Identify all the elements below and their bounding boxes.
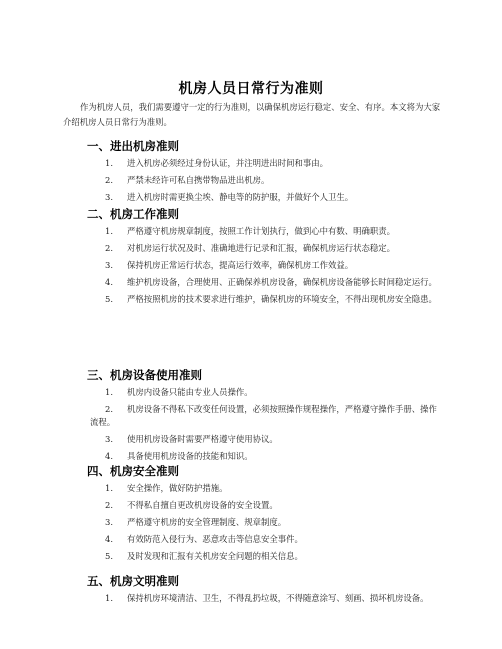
list-item — [90, 386, 438, 399]
list-item — [90, 157, 438, 170]
item-text: 进入机房必须经过身份认证，并注明进出时间和事由。 — [127, 158, 328, 168]
item-text: 机房内设备只能由专业人员操作。 — [127, 387, 253, 397]
item-number: 1. — [105, 593, 113, 603]
item-text: 严格遵守机房的安全管理制度、规章制度。 — [127, 517, 287, 527]
section-heading: 一、进出机房准则 — [87, 139, 179, 153]
item-text: 严格按照机房的技术要求进行维护，确保机房的环境安全，不得出现机房安全隐患。 — [127, 294, 437, 304]
list-item — [90, 276, 438, 289]
section-heading: 二、机房工作准则 — [87, 207, 179, 221]
list-item — [90, 174, 438, 187]
item-text: 保持机房正常运行状态，提高运行效率，确保机房工作效益。 — [127, 260, 354, 270]
section-heading: 三、机房设备使用准则 — [87, 368, 202, 382]
list-item — [90, 499, 438, 512]
item-text: 使用机房设备时需要严格遵守使用协议。 — [127, 434, 278, 444]
item-text: 对机房运行状况及时、准确地进行记录和汇报，确保机房运行状态稳定。 — [127, 243, 395, 253]
item-text: 保持机房环境清洁、卫生，不得乱扔垃圾，不得随意涂写、刻画、损坏机房设备。 — [127, 593, 429, 603]
item-text: 严格遵守机房规章制度，按照工作计划执行，做到心中有数、明确职责。 — [127, 226, 395, 236]
list-item — [90, 225, 438, 238]
item-number: 2. — [105, 500, 113, 510]
item-text: 机房设备不得私下改变任何设置，必须按照操作规程操作，严格遵守操作手册、操作流程。 — [90, 404, 437, 427]
item-number: 2. — [105, 243, 113, 253]
item-number: 4. — [105, 534, 113, 544]
item-number: 4. — [105, 277, 113, 287]
list-item — [90, 592, 438, 605]
item-number: 3. — [105, 434, 113, 444]
section-heading: 四、机房安全准则 — [87, 464, 179, 478]
section-work — [87, 207, 438, 310]
item-number: 4. — [105, 451, 113, 461]
item-number: 1. — [105, 483, 113, 493]
item-text: 有效防范入侵行为、恶意攻击等信息安全事件。 — [127, 534, 303, 544]
list-item — [90, 516, 438, 529]
item-text: 严禁未经许可私自携带物品进出机房。 — [127, 175, 270, 185]
item-number: 5. — [105, 551, 113, 561]
item-text: 具备使用机房设备的技能和知识。 — [127, 451, 253, 461]
list-item — [90, 191, 438, 204]
item-number: 1. — [105, 387, 113, 397]
list-item — [90, 403, 438, 429]
item-number: 5. — [105, 294, 113, 304]
item-text: 进入机房时需更换尘埃、静电等的防护服，并做好个人卫生。 — [127, 192, 354, 202]
item-number: 2. — [105, 404, 113, 414]
item-text: 维护机房设备，合理使用、正确保养机房设备，确保机房设备能够长时间稳定运行。 — [127, 277, 437, 287]
item-number: 3. — [105, 517, 113, 527]
intro-paragraph: 作为机房人员，我们需要遵守一定的行为准则，以确保机房运行稳定、安全、有序。本文将为大家介绍机房人员日常行为准则。 — [63, 102, 441, 127]
list-item — [90, 450, 438, 463]
section-heading: 五、机房文明准则 — [87, 574, 179, 588]
list-item — [90, 533, 438, 546]
item-number: 3. — [105, 260, 113, 270]
item-number: 3. — [105, 192, 113, 202]
section-civility — [87, 574, 438, 609]
item-text: 安全操作，做好防护措施。 — [127, 483, 228, 493]
list-item — [90, 433, 438, 446]
item-text: 及时发现和汇报有关机房安全问题的相关信息。 — [127, 551, 303, 561]
page-title: 机房人员日常行为准则 — [178, 81, 324, 97]
list-item — [90, 550, 438, 563]
item-number: 1. — [105, 158, 113, 168]
list-item — [90, 293, 438, 306]
list-item — [90, 242, 438, 255]
item-number: 1. — [105, 226, 113, 236]
list-item — [90, 259, 438, 272]
item-number: 2. — [105, 175, 113, 185]
section-safety — [87, 464, 438, 567]
item-text: 不得私自擅自更改机房设备的安全设置。 — [127, 500, 278, 510]
list-item — [90, 482, 438, 495]
section-entry — [87, 139, 438, 208]
section-equipment — [87, 368, 438, 467]
